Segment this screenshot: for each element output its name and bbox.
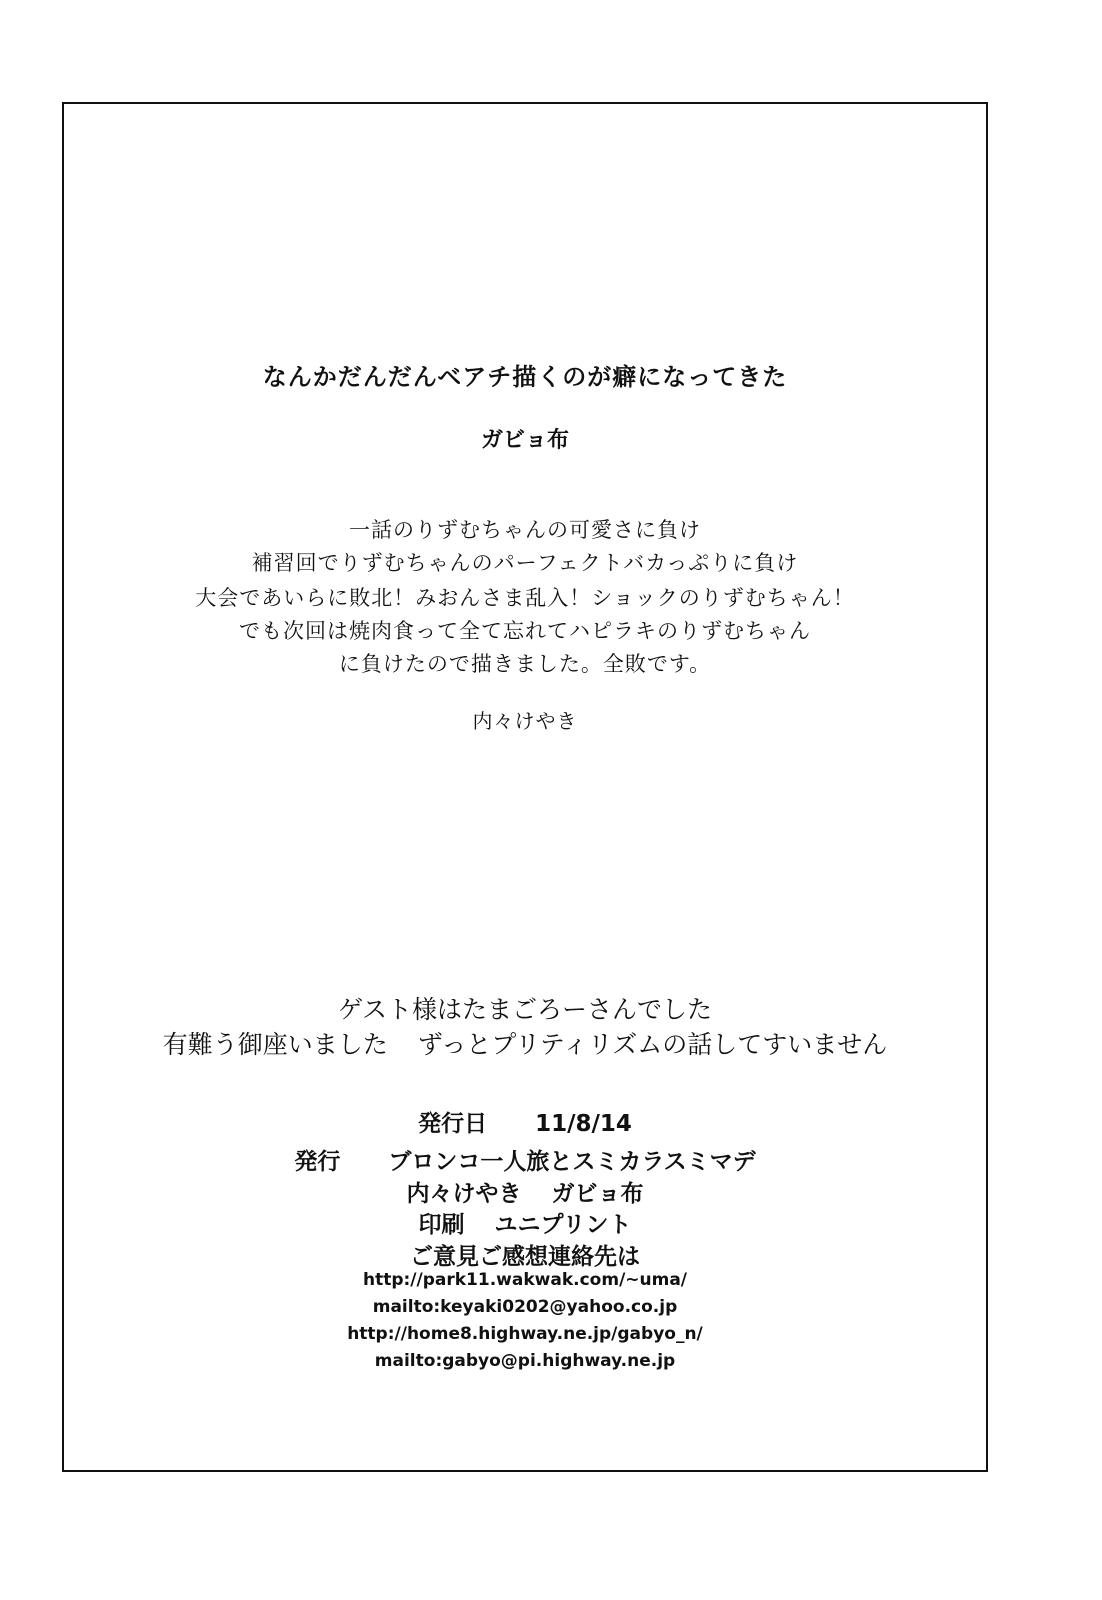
page-border [62,102,988,1472]
thanks-line-2b: ずっとプリティリズムの話してすいません [417,1030,888,1059]
link-1[interactable]: http://park11.wakwak.com/~uma/ [362,1270,688,1290]
title-author: ガビョ布 [480,428,569,453]
colophon-publisher [64,1143,986,1176]
publisher-value: ブロンコ一人旅とスミカラスミマデ [388,1149,756,1175]
colophon-authors [64,1175,986,1208]
message-line-4: でも次回は焼肉食って全て忘れてハピラキのりずむちゃん [239,619,811,643]
print-value: ユニプリント [494,1212,632,1238]
publisher-label: 発行 [294,1149,341,1175]
message-line-5: に負けたので描きました。全敗です。 [338,652,712,676]
author-b: ガビョ布 [551,1181,644,1207]
message-author: 内々けやき [472,709,578,733]
date-label: 発行日 [418,1111,488,1137]
link-2[interactable]: mailto:keyaki0202@yahoo.co.jp [372,1297,678,1317]
date-value: 11/8/14 [535,1111,632,1137]
link-4[interactable]: mailto:gabyo@pi.highway.ne.jp [374,1351,676,1371]
thanks-line-1: ゲスト様はたまごろーさんでした [337,995,712,1024]
thanks-line-2a: 有難う御座いました [162,1030,388,1059]
message-line-3: 大会であいらに敗北！みおんさま乱入！ショックのりずむちゃん！ [195,586,855,610]
page-title: なんかだんだんベアチ描くのが癖になってきた [262,363,788,391]
message-line-2: 補習回でりずむちゃんのパーフェクトバカっぷりに負け [251,551,799,575]
colophon-date [64,1105,986,1138]
thanks-line-2 [64,1025,986,1061]
link-3[interactable]: http://home8.highway.ne.jp/gabyo_n/ [347,1324,703,1344]
contact-label: ご意見ご感想連絡先は [410,1244,640,1270]
print-label: 印刷 [418,1212,465,1238]
author-a: 内々けやき [406,1181,522,1207]
message-line-1: 一話のりずむちゃんの可愛さに負け [349,518,701,542]
colophon-print [64,1206,986,1239]
